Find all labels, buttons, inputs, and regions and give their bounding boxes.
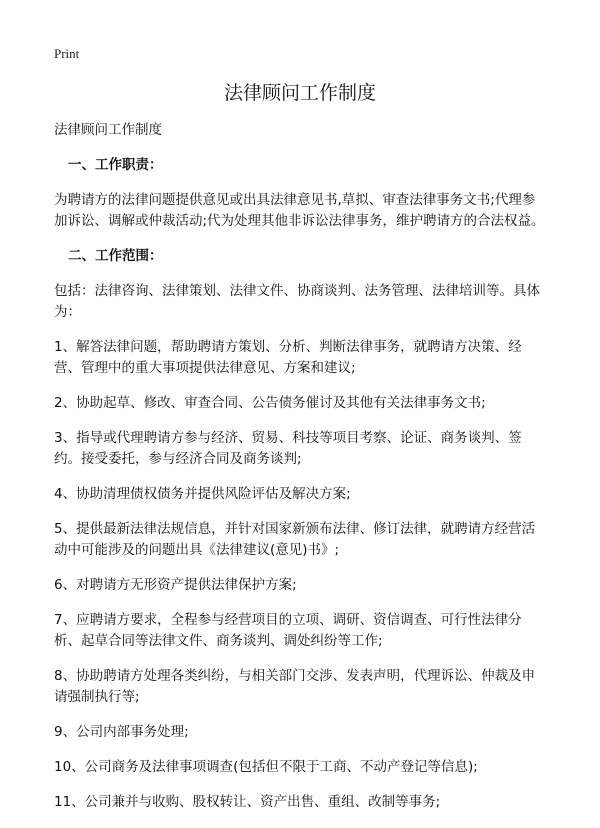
scope-item: 11、公司兼并与收购、股权转让、资产出售、重组、改制等事务;: [54, 794, 441, 810]
scope-item: 10、公司商务及法律事项调查(包括但不限于工商、不动产登记等信息);: [54, 759, 478, 775]
scope-item: 8、协助聘请方处理各类纠纷，与相关部门交涉、发表声明，代理诉讼、仲裁及申请强制执行等;: [54, 668, 536, 705]
scope-item: 9、公司内部事务处理;: [54, 724, 189, 740]
scope-item: 3、指导或代理聘请方参与经济、贸易、科技等项目考察、论证、商务谈判、签约。接受委托，参与经济合同及商务谈判;: [54, 430, 522, 467]
section-heading-scope: 二、工作范围：: [68, 248, 163, 264]
scope-item: 1、解答法律问题，帮助聘请方策划、分析、判断法律事务，就聘请方决策、经营、管理中的重大事项提供法律意见、方案和建议;: [54, 339, 522, 376]
scope-item: 4、协助清理债权债务并提供风险评估及解决方案;: [54, 486, 351, 502]
page-title: 法律顾问工作制度: [223, 82, 376, 104]
section-heading-duties: 一、工作职责：: [68, 157, 163, 173]
scope-item: 5、提供最新法律法规信息，并针对国家新颁布法律、修订法律，就聘请方经营活动中可能涉及的问题出具《法律建议(意见)书》;: [54, 521, 536, 558]
duties-paragraph: 为聘请方的法律问题提供意见或出具法律意见书,草拟、审查法律事务文书;代理参加诉讼、调解或仲裁活动;代为处理其他非诉讼法律事务，维护聘请方的合法权益。: [54, 192, 545, 229]
print-link[interactable]: Print: [54, 46, 80, 61]
scope-item: 7、应聘请方要求，全程参与经营项目的立项、调研、资信调查、可行性法律分析、起草合同等法律文件、商务谈判、调处纠纷等工作;: [54, 612, 522, 649]
scope-intro: 包括：法律咨询、法律策划、法律文件、协商谈判、法务管理、法律培训等。具体为：: [54, 283, 540, 320]
scope-item: 6、对聘请方无形资产提供法律保护方案;: [54, 577, 297, 593]
document-body: [54, 120, 548, 827]
document-subtitle: 法律顾问工作制度: [54, 122, 162, 138]
scope-item: 2、协助起草、修改、审查合同、公告债务催讨及其他有关法律事务文书;: [54, 395, 486, 411]
